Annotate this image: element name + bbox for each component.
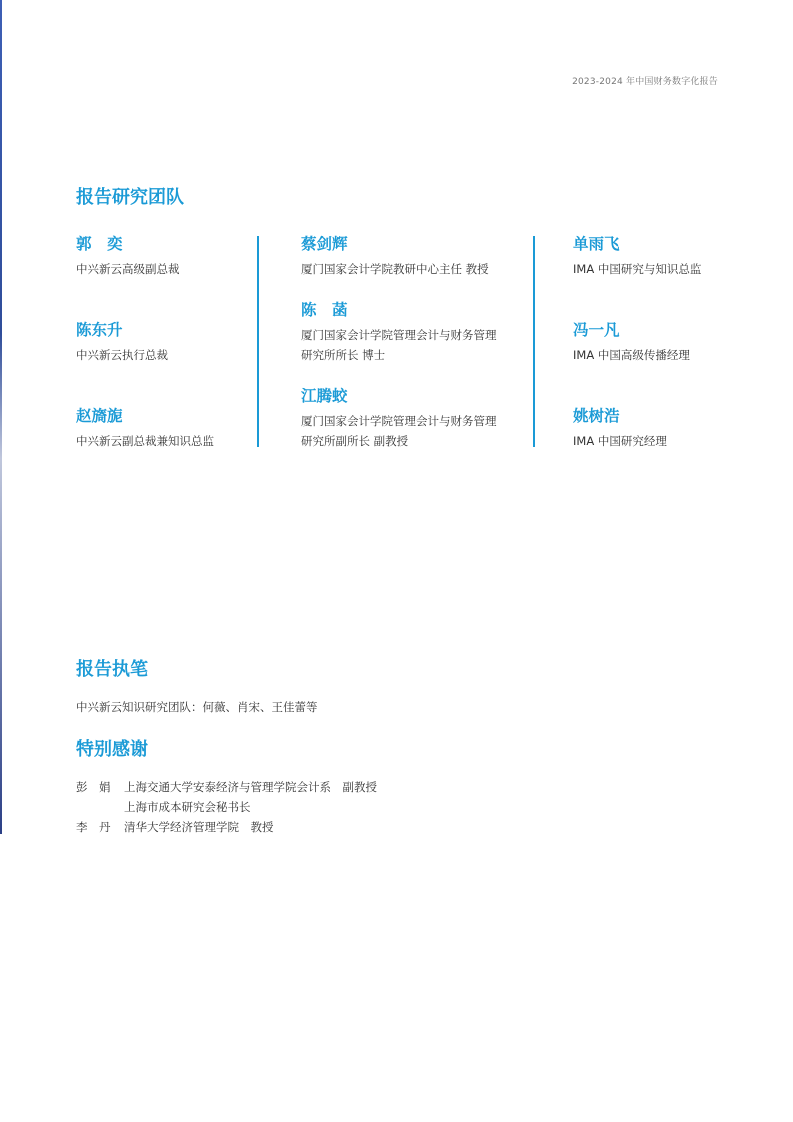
team-heading: 报告研究团队 bbox=[76, 187, 184, 208]
member-title: 中兴新云高级副总裁 bbox=[76, 262, 180, 276]
member-title: IMA 中国高级传播经理 bbox=[573, 348, 690, 362]
thanks-text: 清华大学经济管理学院 教授 bbox=[124, 820, 274, 834]
writers-text: 中兴新云知识研究团队：何薇、肖宋、王佳蕾等 bbox=[76, 700, 318, 714]
member-name: 赵旖旎 bbox=[76, 407, 123, 425]
member-name: 陈东升 bbox=[76, 321, 123, 339]
column-divider bbox=[257, 236, 259, 447]
thanks-text: 上海市成本研究会秘书长 bbox=[124, 800, 251, 814]
member-name: 姚树浩 bbox=[573, 407, 620, 425]
left-edge-stripe bbox=[0, 0, 2, 834]
thanks-row bbox=[76, 819, 274, 867]
team-member bbox=[573, 234, 753, 279]
member-title: 厦门国家会计学院管理会计与财务管理研究所所长 博士 bbox=[301, 328, 497, 362]
member-title: 中兴新云执行总裁 bbox=[76, 348, 168, 362]
column-divider bbox=[533, 236, 535, 447]
writers-heading: 报告执笔 bbox=[76, 659, 148, 680]
member-name: 陈 菡 bbox=[301, 301, 348, 319]
member-title: 厦门国家会计学院教研中心主任 教授 bbox=[301, 262, 489, 276]
member-name: 江腾蛟 bbox=[301, 387, 348, 405]
running-header: 2023-2024 年中国财务数字化报告 bbox=[572, 77, 718, 87]
team-member bbox=[301, 234, 516, 279]
thanks-text: 上海交通大学安泰经济与管理学院会计系 副教授 bbox=[124, 780, 377, 794]
member-name: 蔡剑辉 bbox=[301, 235, 348, 253]
team-member bbox=[573, 320, 753, 365]
member-title: IMA 中国研究与知识总监 bbox=[573, 262, 702, 276]
member-title: IMA 中国研究经理 bbox=[573, 434, 667, 448]
team-member bbox=[573, 406, 753, 451]
thanks-name: 李 丹 bbox=[76, 820, 111, 834]
member-title: 中兴新云副总裁兼知识总监 bbox=[76, 434, 214, 448]
team-member bbox=[76, 234, 180, 279]
member-name: 郭 奕 bbox=[76, 235, 123, 253]
member-title: 厦门国家会计学院管理会计与财务管理研究所副所长 副教授 bbox=[301, 414, 497, 448]
team-member bbox=[301, 386, 501, 451]
member-name: 冯一凡 bbox=[573, 321, 620, 339]
team-member bbox=[76, 406, 214, 451]
thanks-name: 彭 娟 bbox=[76, 780, 111, 794]
thanks-heading: 特别感谢 bbox=[76, 739, 148, 760]
team-member bbox=[301, 300, 501, 365]
member-name: 单雨飞 bbox=[573, 235, 620, 253]
team-member bbox=[76, 320, 168, 365]
